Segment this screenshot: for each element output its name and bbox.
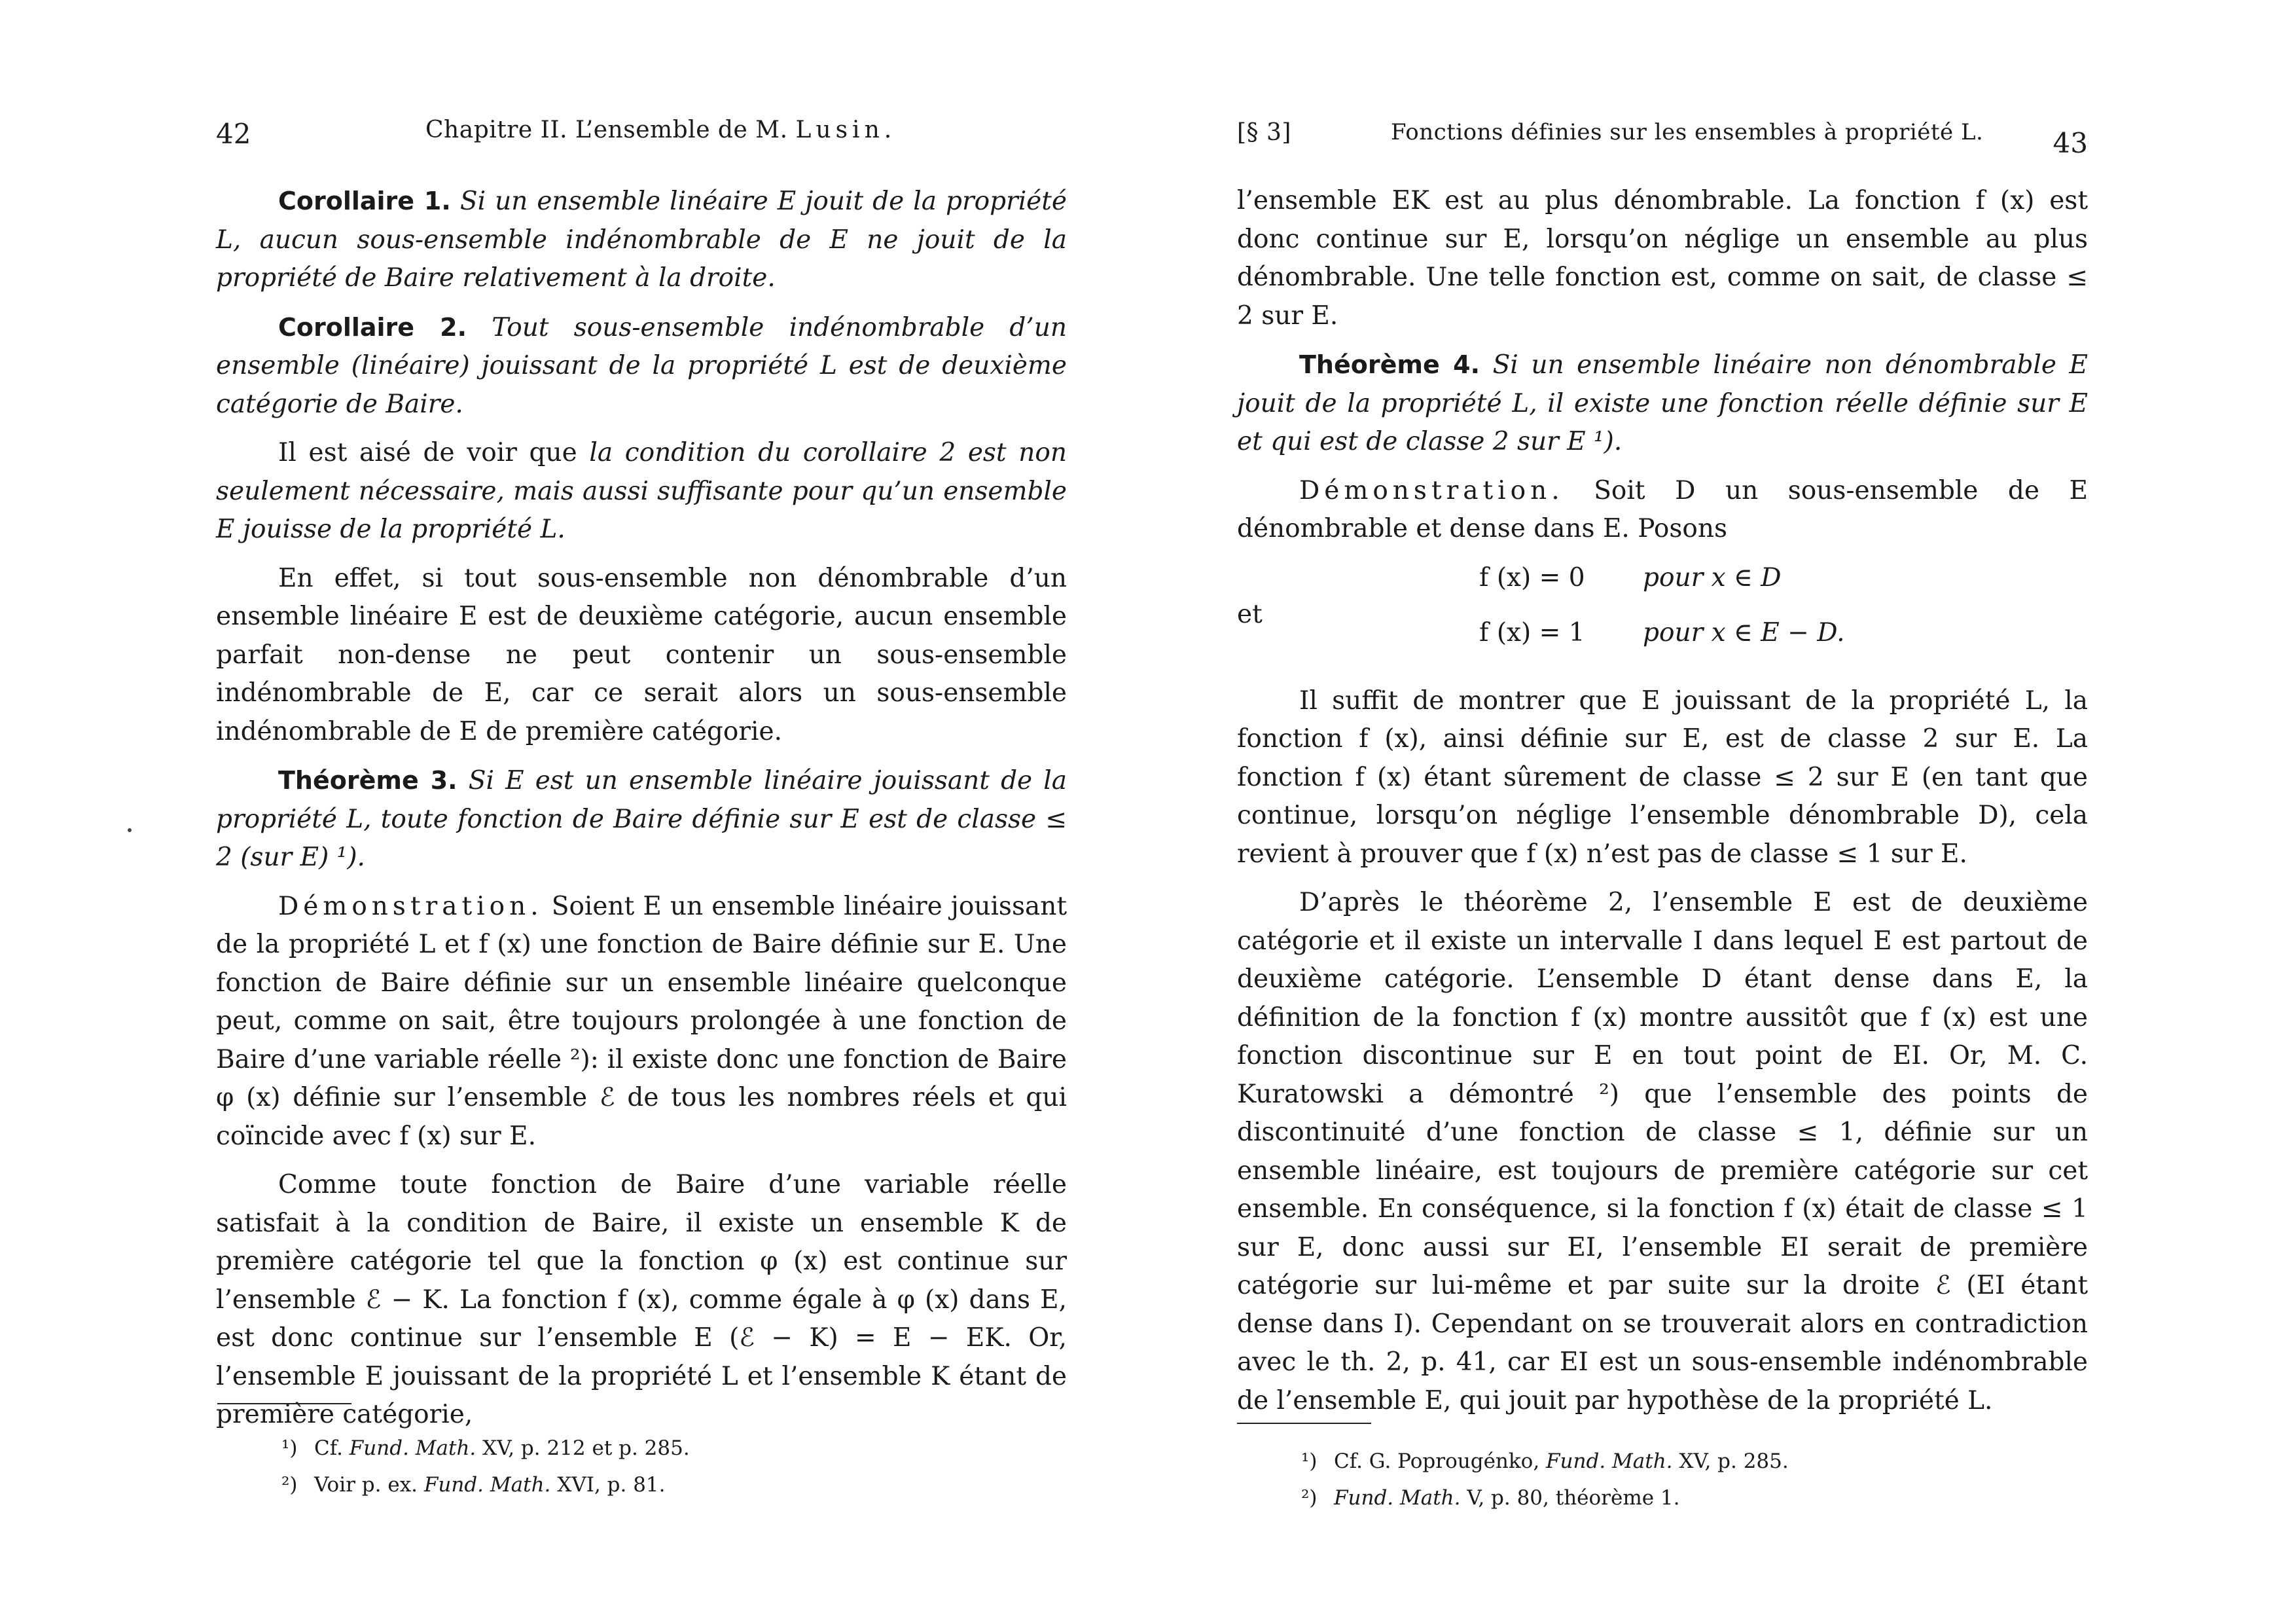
chapter-title-end: . bbox=[884, 117, 892, 143]
page-number: 42 bbox=[216, 118, 251, 150]
journal-name: Fund. Math. bbox=[423, 1473, 551, 1497]
demonstration-label: Démonstration. bbox=[1299, 475, 1564, 505]
footnote-text: Voir p. ex. bbox=[314, 1473, 424, 1497]
corollaire-1-label: Corollaire 1. bbox=[278, 187, 451, 215]
theoreme-4-text: Si un ensemble linéaire non dénombrable E jouit de la propriété L, il existe une fonction réelle définie sur E et qui est de classe 2 sur E ¹). bbox=[1237, 350, 2088, 456]
demonstration-text: Soient E un ensemble linéaire jouissant de la propriété L et f (x) une fonction de Baire définie sur E. Une fonction de Baire définie sur un ensemble linéaire quelconque peut, comme on sait, être toujours prolongée à une fonction de Baire d’une variable réelle ²): il existe donc une fonction de Baire φ (x) définie sur l’ensemble ℰ de tous les nombres réels et qui coïncide avec f (x) sur E. bbox=[216, 891, 1067, 1151]
footnote-mark: ²) bbox=[281, 1473, 298, 1497]
chapter-title-text: Chapitre II. L’ensemble de M. bbox=[425, 117, 796, 143]
journal-name: Fund. Math. bbox=[1546, 1450, 1673, 1473]
equation-2-lhs: f (x) = 1 bbox=[1479, 617, 1585, 647]
corollaire-2 bbox=[216, 308, 1067, 424]
theoreme-3 bbox=[216, 761, 1067, 877]
page-number: 43 bbox=[2053, 127, 2088, 159]
demonstration-label: Démonstration. bbox=[278, 891, 543, 921]
paragraph-aise-lead: Il est aisé de voir que bbox=[278, 438, 590, 467]
corollaire-2-label: Corollaire 2. bbox=[278, 312, 467, 342]
theoreme-3-text: Si E est un ensemble linéaire jouissant de la propriété L, toute fonction de Baire définie sur E est de classe ≤ 2 (sur E) ¹). bbox=[216, 766, 1067, 872]
footnote-mark: ¹) bbox=[1301, 1450, 1318, 1473]
demonstration-text: Soit D un sous-ensemble de E dénombrable et dense dans E. Posons bbox=[1237, 475, 2088, 543]
journal-name: Fund. Math. bbox=[349, 1436, 476, 1460]
corollaire-2-text: Tout sous-ensemble indénombrable d’un ensemble (linéaire) jouissant de la propriété L est de deuxième catégorie de Baire. bbox=[216, 312, 1067, 419]
journal-name: Fund. Math. bbox=[1334, 1486, 1461, 1510]
theoreme-4 bbox=[1237, 346, 2088, 462]
demonstration-left bbox=[216, 888, 1067, 1156]
footnote-text: Cf. bbox=[314, 1436, 350, 1460]
footnote-ref: XVI, p. 81. bbox=[550, 1473, 666, 1497]
definition-equations bbox=[1237, 559, 2088, 670]
footnote-rule bbox=[1237, 1423, 1371, 1424]
footnote-text: Cf. G. Poprougénko, bbox=[1334, 1450, 1547, 1473]
left-running-head bbox=[216, 111, 1067, 164]
footnote-mark: ¹) bbox=[281, 1436, 298, 1460]
footnote-1 bbox=[1301, 1444, 1789, 1479]
left-page bbox=[216, 0, 1067, 1623]
right-running-head bbox=[1237, 111, 2088, 164]
ink-speck bbox=[128, 828, 132, 832]
theoreme-3-label: Théorème 3. bbox=[278, 766, 457, 795]
paragraph-aise-italic: la condition du corollaire 2 est non seulement nécessaire, mais aussi suffisante pour qu’un ensemble E jouisse de la propriété L. bbox=[216, 438, 1067, 544]
equation-et: et bbox=[1237, 599, 1263, 629]
paragraph-apres: D’après le théorème 2, l’ensemble E est de deuxième catégorie et il existe un intervalle I dans lequel E est partout de deuxième catégorie. L’ensemble D étant dense dans E, la définition de la fonction f (x) montre aussitôt que f (x) est une fonction discontinue sur E en tout point de EI. Or, M. C. Kuratowski a démontré ²) que l’ensemble des points de discontinuité d’une fonction de classe ≤ 1, définie sur un ensemble linéaire, est toujours de première catégorie sur cet ensemble. En conséquence, si la fonction f (x) était de classe ≤ 1 sur E, donc aussi sur EI, l’ensemble EI serait de première catégorie sur lui-même et par suite sur la droite ℰ (EI étant dense dans I). Cependant on se trouverait alors en contradiction avec le th. 2, p. 41, car EI est un sous-ensemble indénombrable de l’ensemble E, qui jouit par hypothèse de la propriété L. bbox=[1237, 888, 2088, 1415]
paragraph-suffit: Il suffit de montrer que E jouissant de la propriété L, la fonction f (x), ainsi définie sur E, est de classe 2 sur E. La fonction f (x) étant sûrement de classe ≤ 2 sur E (en tant que continue, lorsqu’on néglige l’ensemble dénombrable D), cela revient à prouver que f (x) n’est pas de classe ≤ 1 sur E. bbox=[1237, 685, 2088, 869]
footnote-2 bbox=[281, 1467, 666, 1503]
equation-2-rhs: pour x ∈ E − D. bbox=[1643, 617, 1845, 647]
equation-1-lhs: f (x) = 0 bbox=[1479, 562, 1585, 593]
section-title: Fonctions définies sur les ensembles à propriété L. bbox=[1391, 119, 1984, 145]
footnote-ref: V, p. 80, théorème 1. bbox=[1460, 1486, 1680, 1510]
footnote-mark: ²) bbox=[1301, 1486, 1318, 1510]
section-marker: [§ 3] bbox=[1237, 119, 1291, 146]
right-page bbox=[1237, 0, 2088, 1623]
chapter-title bbox=[425, 117, 892, 143]
demonstration-right bbox=[1237, 472, 2088, 549]
corollaire-1 bbox=[216, 182, 1067, 298]
footnote-1 bbox=[281, 1431, 690, 1466]
footnote-ref: XV, p. 212 et p. 285. bbox=[476, 1436, 690, 1460]
equation-1-rhs: pour x ∈ D bbox=[1643, 562, 1782, 593]
left-body bbox=[216, 182, 1067, 1445]
corollaire-1-text: Si un ensemble linéaire E jouit de la propriété L, aucun sous-ensemble indénombrable de E ne jouit de la propriété de Baire relativement à la droite. bbox=[216, 187, 1067, 293]
paragraph-comme: Comme toute fonction de Baire d’une variable réelle satisfait à la condition de Baire, il existe un ensemble K de première catégorie tel que la fonction φ (x) est continue sur l’ensemble ℰ − K. La fonction f (x), comme égale à φ (x) dans E, est donc continue sur l’ensemble E (ℰ − K) = E − EK. Or, l’ensemble E jouissant de la propriété L et l’ensemble K étant de première catégorie, bbox=[216, 1170, 1067, 1429]
right-body bbox=[1237, 182, 2088, 1431]
footnote-rule bbox=[217, 1403, 351, 1404]
theoreme-4-label: Théorème 4. bbox=[1299, 350, 1480, 379]
paragraph-continued: l’ensemble EK est au plus dénombrable. La fonction f (x) est donc continue sur E, lorsqu’on néglige un ensemble au plus dénombrable. Une telle fonction est, comme on sait, de classe ≤ 2 sur E. bbox=[1237, 186, 2088, 331]
paragraph-aise bbox=[216, 434, 1067, 549]
footnote-2 bbox=[1301, 1480, 1680, 1516]
footnote-ref: XV, p. 285. bbox=[1672, 1450, 1789, 1473]
paragraph-effet: En effet, si tout sous-ensemble non dénombrable d’un ensemble linéaire E est de deuxième catégorie, aucun ensemble parfait non-dense ne peut contenir un sous-ensemble indénombrable de E, car ce serait alors un sous-ensemble indénombrable de E de première catégorie. bbox=[216, 563, 1067, 746]
author-name: Lusin bbox=[795, 117, 884, 143]
